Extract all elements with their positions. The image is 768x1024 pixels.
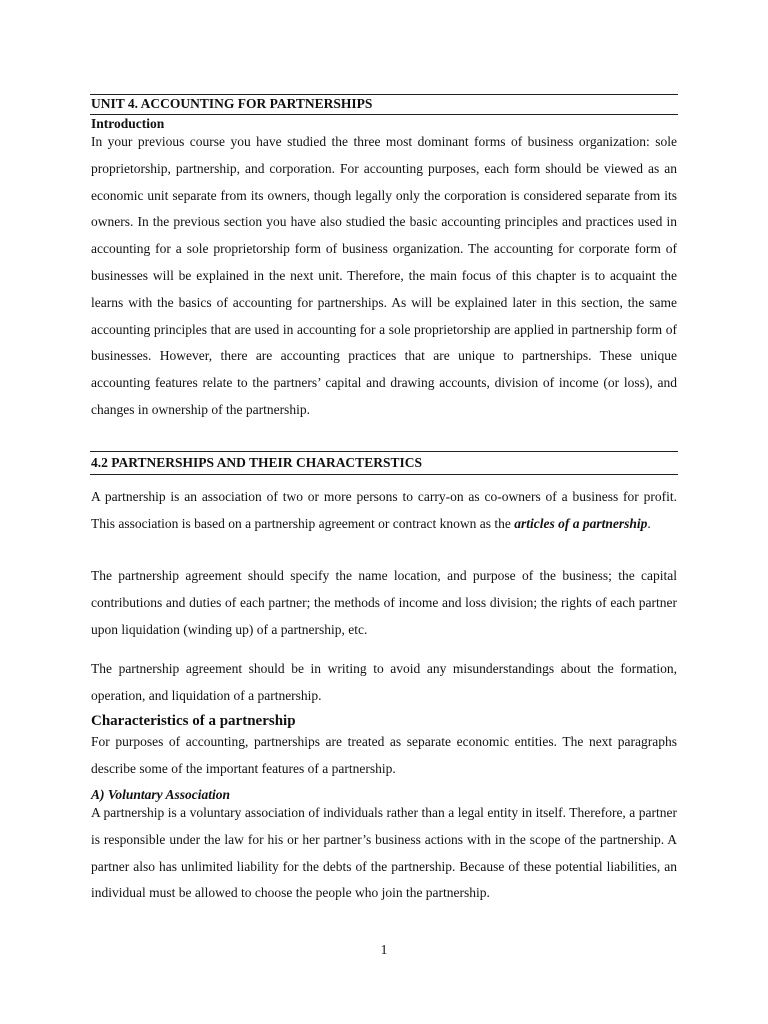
section-top-rule — [90, 451, 678, 452]
intro-paragraph: In your previous course you have studied the three most dominant forms of business organization: sole proprietorship, partnership, and corporation. For accounting purposes, each form should be viewed as an economic unit separate from its owners, though legally only the corporation is considered separate from its owners. In the previous section you have also studied the basic accounting principles and practices used in accounting for a sole proprietorship form of business organization. The accounting for corporate form of businesses will be explained in the next unit. Therefore, the main focus of this chapter is to acquaint the learns with the basics of accounting for partnerships. As will be explained later in this section, the same accounting principles that are used in accounting for a sole proprietorship are applied in partnership form of businesses. However, there are accounting practices that are unique to partnerships. These unique accounting features relate to the partners’ capital and drawing accounts, division of income (or loss), and changes in ownership of the partnership. — [91, 134, 677, 417]
characteristics-heading: Characteristics of a partnership — [91, 713, 296, 729]
voluntary-association-heading: A) Voluntary Association — [91, 787, 231, 802]
unit-heading: UNIT 4. ACCOUNTING FOR PARTNERSHIPS — [91, 96, 373, 111]
agreement-paragraph: The partnership agreement should specify the name location, and purpose of the business; the capital contributions and duties of each partner; the methods of income and loss division; the rights of each partner upon liquidation (winding up) of a partnership, etc. — [91, 568, 677, 637]
section-heading: 4.2 PARTNERSHIPS AND THEIR CHARACTERSTICS — [91, 455, 422, 470]
intro-heading: Introduction — [91, 116, 165, 131]
characteristics-paragraph: For purposes of accounting, partnerships are treated as separate economic entities. The next paragraphs describe some of the important features of a partnership. — [91, 734, 677, 776]
page-number: 1 — [380, 942, 388, 957]
unit-heading-rule — [90, 114, 678, 115]
top-rule — [90, 94, 678, 95]
definition-end: . — [647, 515, 651, 531]
section-heading-rule — [90, 474, 678, 475]
writing-paragraph: The partnership agreement should be in writing to avoid any misunderstandings about the formation, operation, and liquidation of a partnership. — [91, 661, 677, 703]
voluntary-association-paragraph: A partnership is a voluntary association of individuals rather than a legal entity in itself. Therefore, a partner is responsible under the law for his or her partner’s business actions with in the scope of the partnership. A partner also has unlimited liability for the debts of the partnership. Because of these potential liabilities, an individual must be allowed to choose the people who join the partnership. — [91, 805, 677, 901]
articles-of-partnership-term: articles of a partnership — [514, 515, 648, 531]
partnership-definition-paragraph — [91, 484, 677, 538]
definition-text: A partnership is an association of two or more persons to carry-on as co-owners of a business for profit. This association is based on a partnership agreement or contract known as the — [91, 489, 677, 531]
